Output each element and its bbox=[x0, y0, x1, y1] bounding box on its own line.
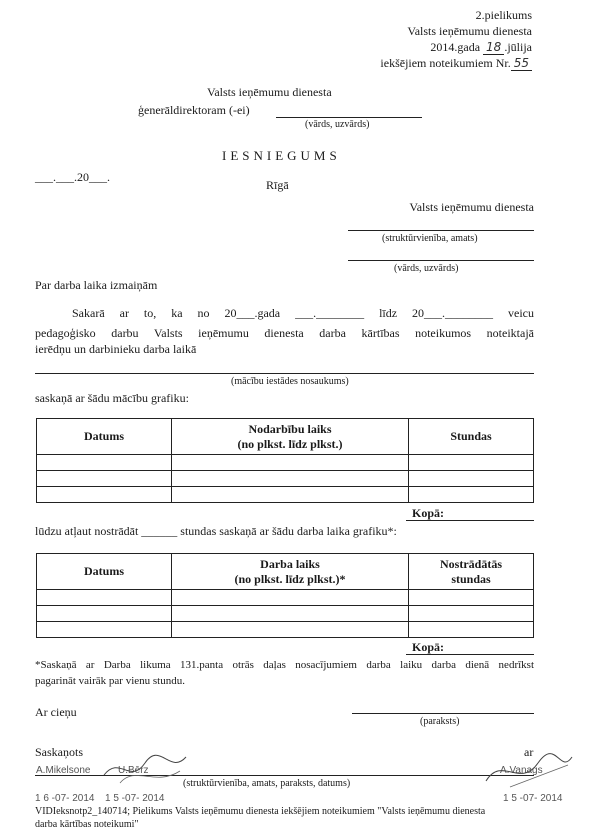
signature-caption: (paraksts) bbox=[420, 716, 460, 727]
stamp-name-1: A.Mikelsone bbox=[36, 765, 91, 776]
table1-header-hours: Stundas bbox=[409, 419, 534, 455]
agreed-caption: (struktūrvienība, amats, paraksts, datums) bbox=[183, 778, 351, 789]
table2-header-date: Datums bbox=[37, 554, 172, 590]
addressee-caption: (vārds, uzvārds) bbox=[305, 119, 370, 130]
addressee-line-2: ģenerāldirektoram (-ei) bbox=[138, 103, 250, 117]
body-line-3: ierēdņu un darbinieku darba laikā bbox=[35, 342, 197, 356]
body-line-2: pedagoģisko darbu Valsts ieņēmumu dienesta darba kārtības noteikumos noteiktajā bbox=[35, 326, 534, 340]
sender-unit-caption: (struktūrvienība, amats) bbox=[382, 233, 478, 244]
request-line: lūdzu atļaut nostrādāt ______ stundas saskaņā ar šādu darba laika grafiku*: bbox=[35, 524, 397, 538]
signature-scribble-1 bbox=[100, 735, 190, 795]
table1-total-line bbox=[406, 520, 534, 521]
signature-line bbox=[352, 713, 534, 714]
institution-line bbox=[35, 373, 534, 374]
table2-header-time-line1: Darba laiks bbox=[260, 556, 320, 571]
file-footer-line-2: darba kārtības noteikumi" bbox=[35, 819, 139, 830]
footnote-line-2: pagarināt vairāk par vienu stundu. bbox=[35, 675, 185, 687]
sender-org: Valsts ieņēmumu dienesta bbox=[409, 200, 534, 214]
agreed-ar: ar bbox=[524, 745, 534, 759]
sender-unit-line bbox=[348, 230, 534, 231]
annex-line-3 bbox=[430, 40, 532, 55]
signature-scribble-2 bbox=[480, 745, 575, 795]
table1-header-time-line1: Nodarbību laiks bbox=[248, 421, 332, 436]
table2-header-hours-line1: Nostrādātās bbox=[440, 556, 502, 571]
annex-date-suffix: .jūlija bbox=[504, 40, 532, 54]
table2-total-label: Kopā: bbox=[412, 640, 445, 654]
sender-name-caption: (vārds, uzvārds) bbox=[394, 263, 459, 274]
footnote-line-1: *Saskaņā ar Darba likuma 131.panta otrās daļas nosacījumiem darba laiku darba dienā nedrīkst bbox=[35, 659, 534, 671]
table2-header-hours bbox=[409, 554, 534, 590]
file-footer-line-1: VIDIeksnotp2_140714; Pielikums Valsts ieņēmumu dienesta iekšējiem noteikumiem "Valsts ieņēmumu dienesta bbox=[35, 806, 486, 817]
table2-header-time-line2: (no plkst. līdz plkst.)* bbox=[234, 571, 346, 586]
body-line-1: Sakarā ar to, ka no 20___.gada ___.________ līdz 20___.________ veicu bbox=[72, 306, 534, 320]
stamp-name-3: A.Vanags bbox=[500, 765, 543, 776]
annex-line-4 bbox=[380, 56, 532, 71]
schedule-intro: saskaņā ar šādu mācību grafiku: bbox=[35, 391, 189, 405]
stamp-name-2: U.Bērz bbox=[118, 765, 149, 776]
addressee-line-1: Valsts ieņēmumu dienesta bbox=[207, 85, 332, 99]
document-title: IESNIEGUMS bbox=[222, 148, 341, 163]
date-line: ___.___.20___. bbox=[35, 170, 110, 184]
annex-date-prefix: 2014.gada bbox=[430, 40, 484, 54]
sender-name-line bbox=[348, 260, 534, 261]
institution-caption: (mācību iestādes nosaukums) bbox=[231, 376, 349, 387]
annex-date-day: 18 bbox=[483, 40, 504, 55]
table-row bbox=[37, 606, 534, 622]
table1-header-time bbox=[172, 419, 409, 455]
table1-total-label: Kopā: bbox=[412, 506, 445, 520]
annex-line-2: Valsts ieņēmumu dienesta bbox=[407, 24, 532, 38]
table1-header-time-line2: (no plkst. līdz plkst.) bbox=[237, 436, 343, 451]
annex-rule-prefix: iekšējiem noteikumiem Nr. bbox=[380, 56, 511, 70]
stamp-date-2: 1 5 -07- 2014 bbox=[105, 793, 165, 804]
table-row bbox=[37, 590, 534, 606]
stamp-date-1: 1 6 -07- 2014 bbox=[35, 793, 95, 804]
table-row bbox=[37, 622, 534, 638]
annex-line-1: 2.pielikums bbox=[475, 8, 532, 22]
annex-rule-number: 55 bbox=[511, 56, 532, 71]
table-row bbox=[37, 471, 534, 487]
closing: Ar cieņu bbox=[35, 705, 77, 719]
table2-header-hours-line2: stundas bbox=[451, 571, 491, 586]
work-schedule-table bbox=[36, 553, 534, 638]
place: Rīgā bbox=[266, 178, 289, 192]
table2-total-line bbox=[406, 654, 534, 655]
subject: Par darba laika izmaiņām bbox=[35, 278, 158, 292]
agreed-label: Saskaņots bbox=[35, 745, 83, 759]
addressee-name-line bbox=[276, 117, 422, 118]
stamp-date-3: 1 5 -07- 2014 bbox=[503, 793, 563, 804]
table1-header-date: Datums bbox=[37, 419, 172, 455]
study-schedule-table bbox=[36, 418, 534, 503]
table2-header-time bbox=[172, 554, 409, 590]
table-row bbox=[37, 455, 534, 471]
table-row bbox=[37, 487, 534, 503]
